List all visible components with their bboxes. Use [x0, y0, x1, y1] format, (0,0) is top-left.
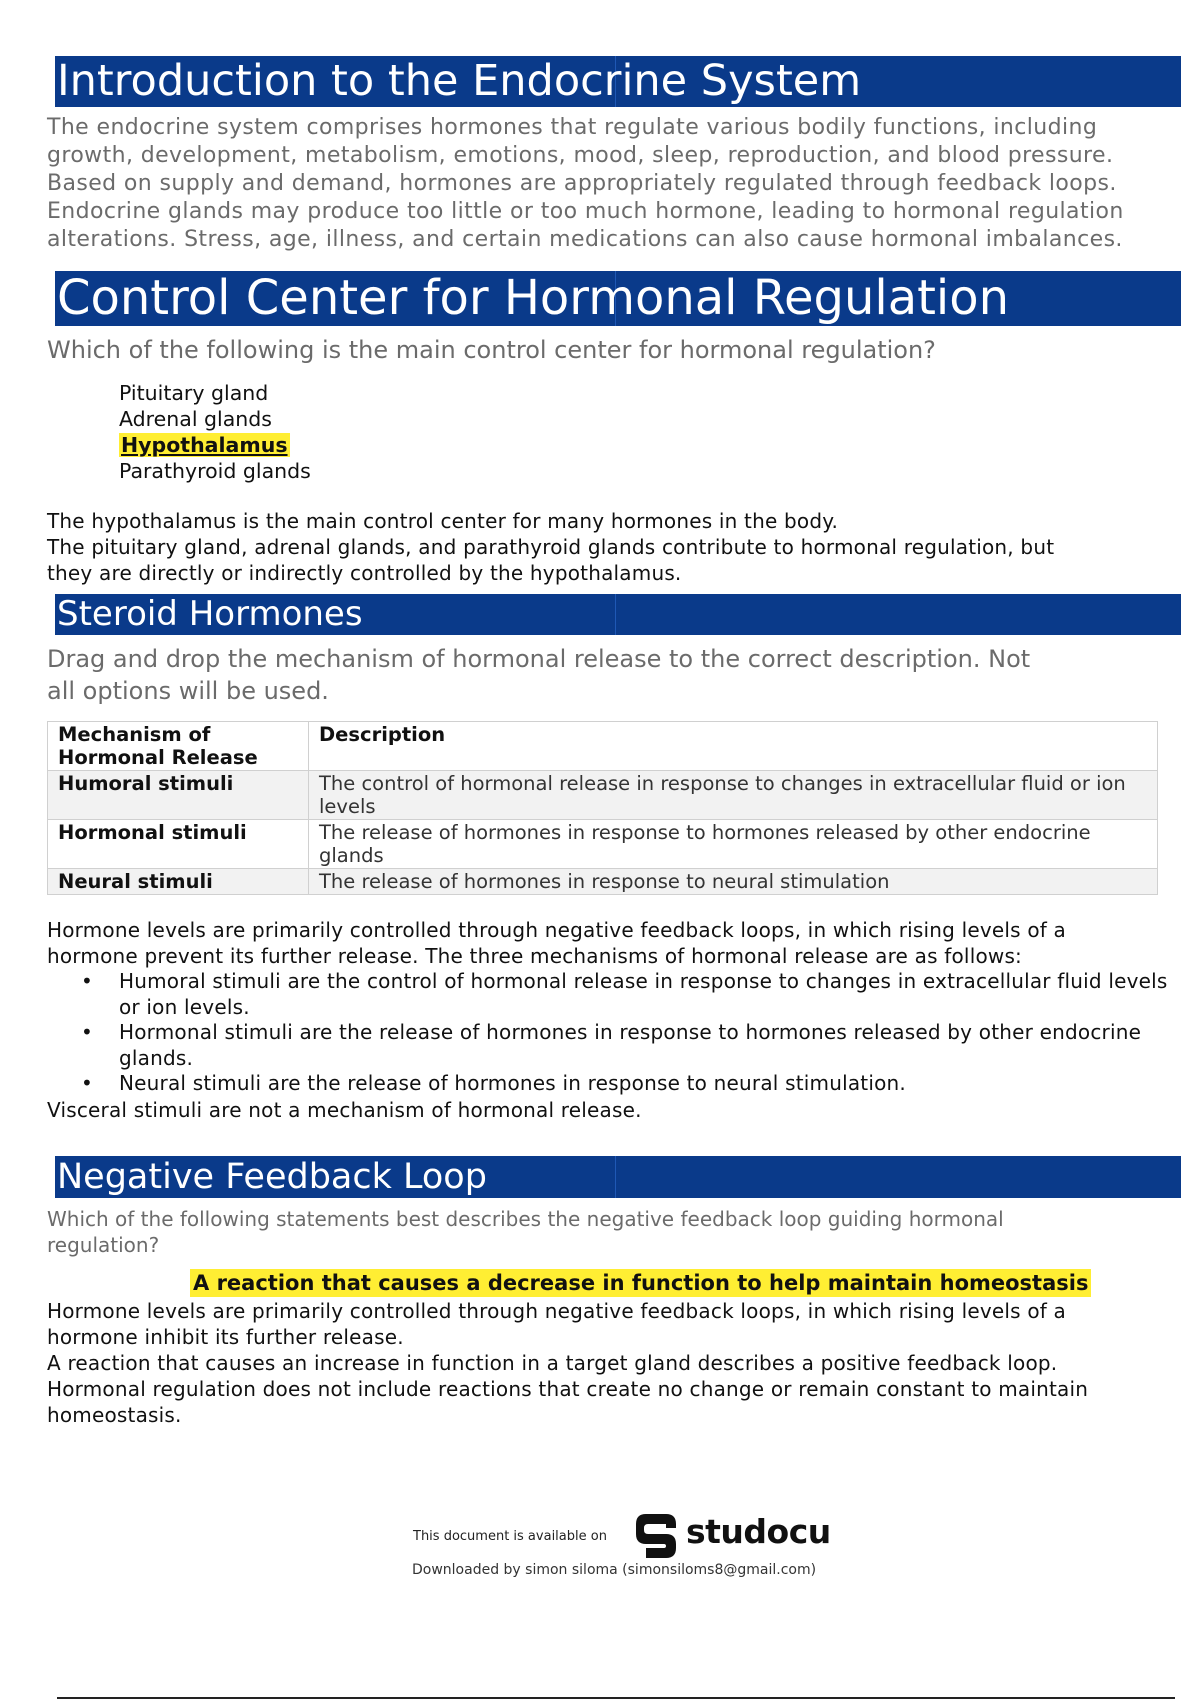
option-adrenal: Adrenal glands: [119, 407, 272, 431]
downloaded-by-text: Downloaded by simon siloma (simonsiloms8@gmail.com): [412, 1562, 817, 1578]
list-item: • Humoral stimuli are the control of hormonal release in response to changes in extracellular fluid levels or ion levels.: [81, 969, 1168, 1019]
list-item: • Neural stimuli are the release of hormones in response to neural stimulation.: [81, 1071, 906, 1095]
section-heading-steroid: Steroid Hormones: [55, 594, 1181, 635]
table-header-description: Description: [309, 722, 1158, 771]
table-row: Hormonal stimuli The release of hormones in response to hormones released by other endocrine glands: [48, 820, 1158, 869]
feedback-correct-answer: A reaction that causes a decrease in function to help maintain homeostasis: [190, 1269, 1091, 1297]
mechanism-table: [47, 721, 1158, 895]
table-row: Humoral stimuli The control of hormonal release in response to changes in extracellular fluid or ion levels: [48, 771, 1158, 820]
feedback-question: Which of the following statements best describes the negative feedback loop guiding hormonal regulation?: [47, 1207, 1004, 1257]
intro-paragraph: The endocrine system comprises hormones that regulate various bodily functions, including growth, development, metabolism, emotions, mood, sleep, reproduction, and blood pressure. Based on supply and demand, hormones are appropriately regulated through feedback loops. Endocrine glands may produce too little or too much hormone, leading to hormonal regulation alterations. Stress, age, illness, and certain medications can also cause hormonal imbalances.: [47, 115, 1124, 252]
steroid-explanation: Hormone levels are primarily controlled through negative feedback loops, in which rising levels of a hormone prevent its further release. The three mechanisms of hormonal release are as follows:: [47, 918, 1067, 968]
table-header-mechanism: Mechanism of Hormonal Release: [48, 722, 309, 771]
table-header-row: [48, 722, 1158, 771]
option-pituitary: Pituitary gland: [119, 381, 269, 405]
section-heading-negative-feedback: Negative Feedback Loop: [55, 1156, 1181, 1198]
list-item: • Hormonal stimuli are the release of hormones in response to hormones released by other endocrine glands.: [81, 1020, 1142, 1070]
studocu-brand[interactable]: studocu: [686, 1512, 831, 1551]
feedback-explanation: Hormone levels are primarily controlled through negative feedback loops, in which rising levels of a hormone inhibit its further release. A reaction that causes an increase in function in a target gland describes a positive feedback loop. Hormonal regulation does not include reactions that create no change or remain constant to maintain homeostasis.: [47, 1299, 1089, 1427]
footer-available-text: This document is available on: [413, 1529, 607, 1544]
section-heading-control-center: Control Center for Hormonal Regulation: [55, 271, 1181, 326]
control-explanation: The hypothalamus is the main control center for many hormones in the body. The pituitary gland, adrenal glands, and parathyroid glands contribute to hormonal regulation, but they are directly or indirectly controlled by the hypothalamus.: [47, 509, 1055, 585]
steroid-closing: Visceral stimuli are not a mechanism of hormonal release.: [47, 1098, 642, 1122]
option-hypothalamus-correct: Hypothalamus: [121, 433, 288, 457]
option-parathyroid: Parathyroid glands: [119, 459, 311, 483]
steroid-question: Drag and drop the mechanism of hormonal release to the correct description. Not all options will be used.: [47, 645, 1031, 705]
control-options: [119, 380, 311, 484]
section-heading-intro: Introduction to the Endocrine System: [55, 56, 1181, 107]
bottom-divider: [57, 1697, 1175, 1699]
table-row: Neural stimuli The release of hormones in response to neural stimulation: [48, 869, 1158, 895]
mechanism-bullets: [47, 969, 1187, 1097]
control-question: Which of the following is the main control center for hormonal regulation?: [47, 336, 936, 364]
studocu-logo-icon[interactable]: [632, 1510, 682, 1562]
